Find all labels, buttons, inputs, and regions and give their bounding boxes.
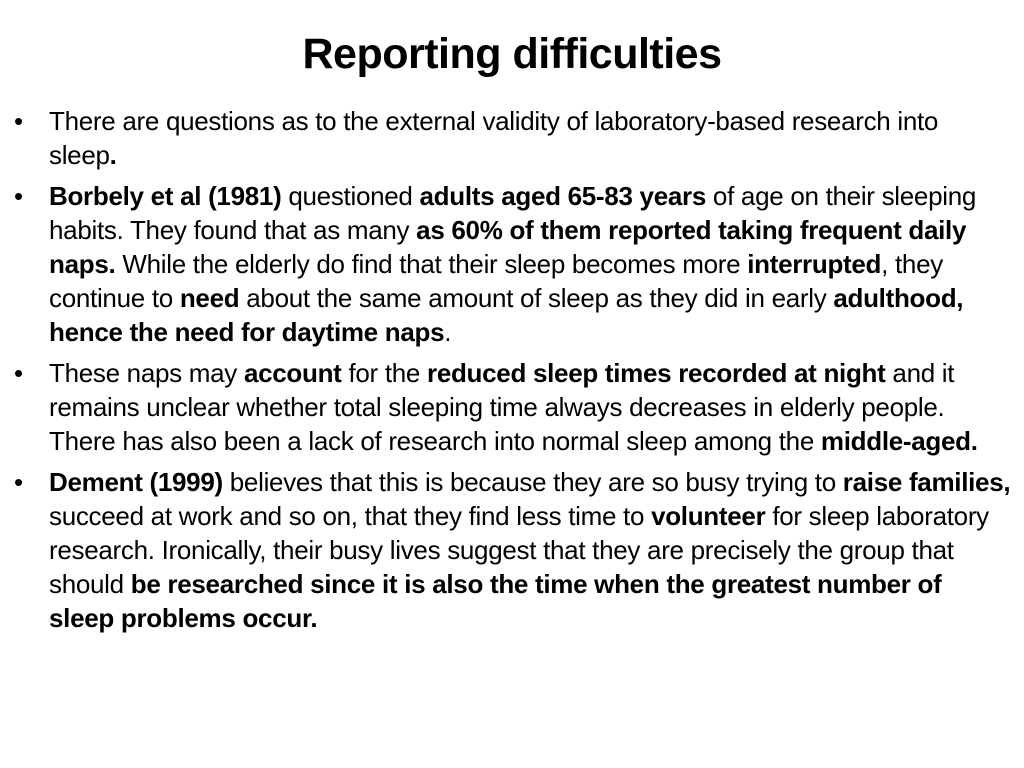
slide-title: Reporting difficulties	[302, 30, 722, 78]
bullet-text-bold: raise families,	[842, 467, 1011, 497]
bullet-item	[0, 465, 1024, 635]
bullet-text-bold: interrupted	[747, 249, 882, 279]
bullet-text: These naps may	[49, 358, 244, 388]
bullet-text: While the elderly do find that their sleep becomes more	[115, 249, 748, 279]
bullet-text: for sleep laboratory research. Ironically, their busy lives suggest that they are precisely the group that should	[49, 501, 989, 599]
bullet-text-bold: .	[109, 140, 117, 170]
bullet-text-bold: Borbely et al (1981)	[49, 181, 282, 211]
bullet-text: .	[444, 317, 452, 347]
bullet-text-bold: Dement (1999)	[49, 467, 223, 497]
bullet-text: There are questions as to the external validity of laboratory-based research into sleep	[49, 106, 939, 170]
bullet-text-bold: need	[179, 283, 240, 313]
bullet-item	[0, 104, 1024, 172]
bullet-text: and it remains unclear whether total sleeping time always decreases in elderly people. There has also been a lack of research into normal sleep among the	[49, 358, 955, 456]
bullet-text: believes that this is because they are so busy trying to	[222, 467, 843, 497]
bullet-text-bold: middle-aged.	[820, 426, 978, 456]
bullet-list	[0, 104, 1024, 642]
bullet-text-bold: account	[243, 358, 342, 388]
bullet-text-bold: as 60% of them reported taking frequent daily naps.	[49, 215, 967, 279]
bullet-text: , they continue to	[49, 249, 943, 313]
bullet-item	[0, 356, 1024, 458]
bullet-dot-icon: •	[14, 467, 23, 497]
bullet-item	[0, 179, 1024, 349]
bullet-dot-icon: •	[14, 181, 23, 211]
bullet-dot-icon: •	[14, 358, 23, 388]
bullet-text: about the same amount of sleep as they did in early	[239, 283, 834, 313]
bullet-text-bold: volunteer	[651, 501, 766, 531]
bullet-text-bold: be researched since it is also the time when the greatest number of sleep problems occur.	[49, 569, 942, 633]
bullet-text-bold: adulthood, hence the need for daytime naps	[49, 283, 964, 347]
bullet-text-bold: reduced sleep times recorded at night	[427, 358, 886, 388]
bullet-text: questioned	[281, 181, 420, 211]
bullet-dot-icon: •	[14, 106, 23, 136]
bullet-text-bold: adults aged 65-83 years	[419, 181, 706, 211]
bullet-text: of age on their sleeping habits. They found that as many	[49, 181, 977, 245]
bullet-text: succeed at work and so on, that they find less time to	[49, 501, 652, 531]
bullet-text: for the	[341, 358, 427, 388]
